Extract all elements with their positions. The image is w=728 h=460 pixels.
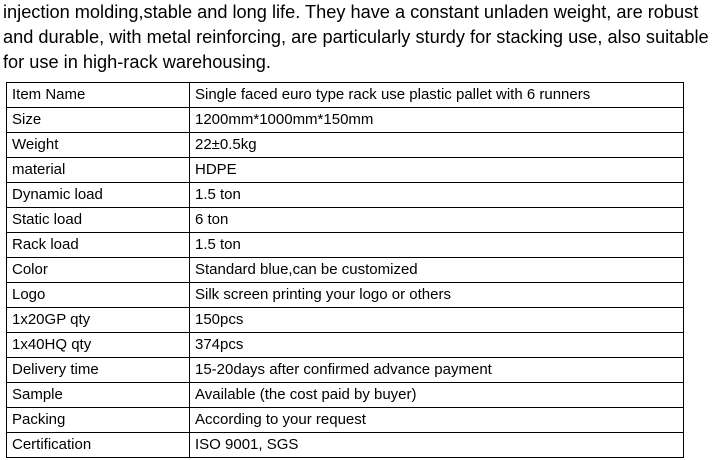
table-row [7,183,684,208]
row-label: 1x20GP qty [7,308,190,333]
intro-line-3: for use in high-rack warehousing. [3,52,271,72]
row-value: 1.5 ton [190,183,684,208]
table-row [7,408,684,433]
row-label: material [7,158,190,183]
row-value: 6 ton [190,208,684,233]
row-label: Packing [7,408,190,433]
table-row [7,358,684,383]
row-label: Certification [7,433,190,458]
table-row [7,208,684,233]
table-row [7,108,684,133]
row-value: 1200mm*1000mm*150mm [190,108,684,133]
table-row [7,383,684,408]
table-row [7,333,684,358]
row-value: Silk screen printing your logo or others [190,283,684,308]
row-label: Weight [7,133,190,158]
table-row [7,308,684,333]
row-value: 1.5 ton [190,233,684,258]
row-label: Rack load [7,233,190,258]
row-label: Logo [7,283,190,308]
spec-table [6,82,684,458]
row-label: Static load [7,208,190,233]
row-value: Available (the cost paid by buyer) [190,383,684,408]
row-value: 22±0.5kg [190,133,684,158]
row-value: ISO 9001, SGS [190,433,684,458]
row-value: Single faced euro type rack use plastic pallet with 6 runners [190,83,684,108]
intro-paragraph [3,0,728,75]
table-row [7,133,684,158]
row-value: HDPE [190,158,684,183]
row-label: Sample [7,383,190,408]
row-value: 15-20days after confirmed advance payment [190,358,684,383]
table-row [7,233,684,258]
row-label: 1x40HQ qty [7,333,190,358]
table-row [7,433,684,458]
row-value: 374pcs [190,333,684,358]
row-value: According to your request [190,408,684,433]
row-label: Color [7,258,190,283]
intro-line-1: injection molding,stable and long life. They have a constant unladen weight, are robust [3,2,699,22]
table-row [7,258,684,283]
table-row [7,83,684,108]
row-label: Delivery time [7,358,190,383]
row-value: 150pcs [190,308,684,333]
table-row [7,158,684,183]
row-label: Item Name [7,83,190,108]
row-label: Size [7,108,190,133]
row-label: Dynamic load [7,183,190,208]
row-value: Standard blue,can be customized [190,258,684,283]
intro-line-2: and durable, with metal reinforcing, are particularly sturdy for stacking use, also suitable [3,27,709,47]
table-row [7,283,684,308]
